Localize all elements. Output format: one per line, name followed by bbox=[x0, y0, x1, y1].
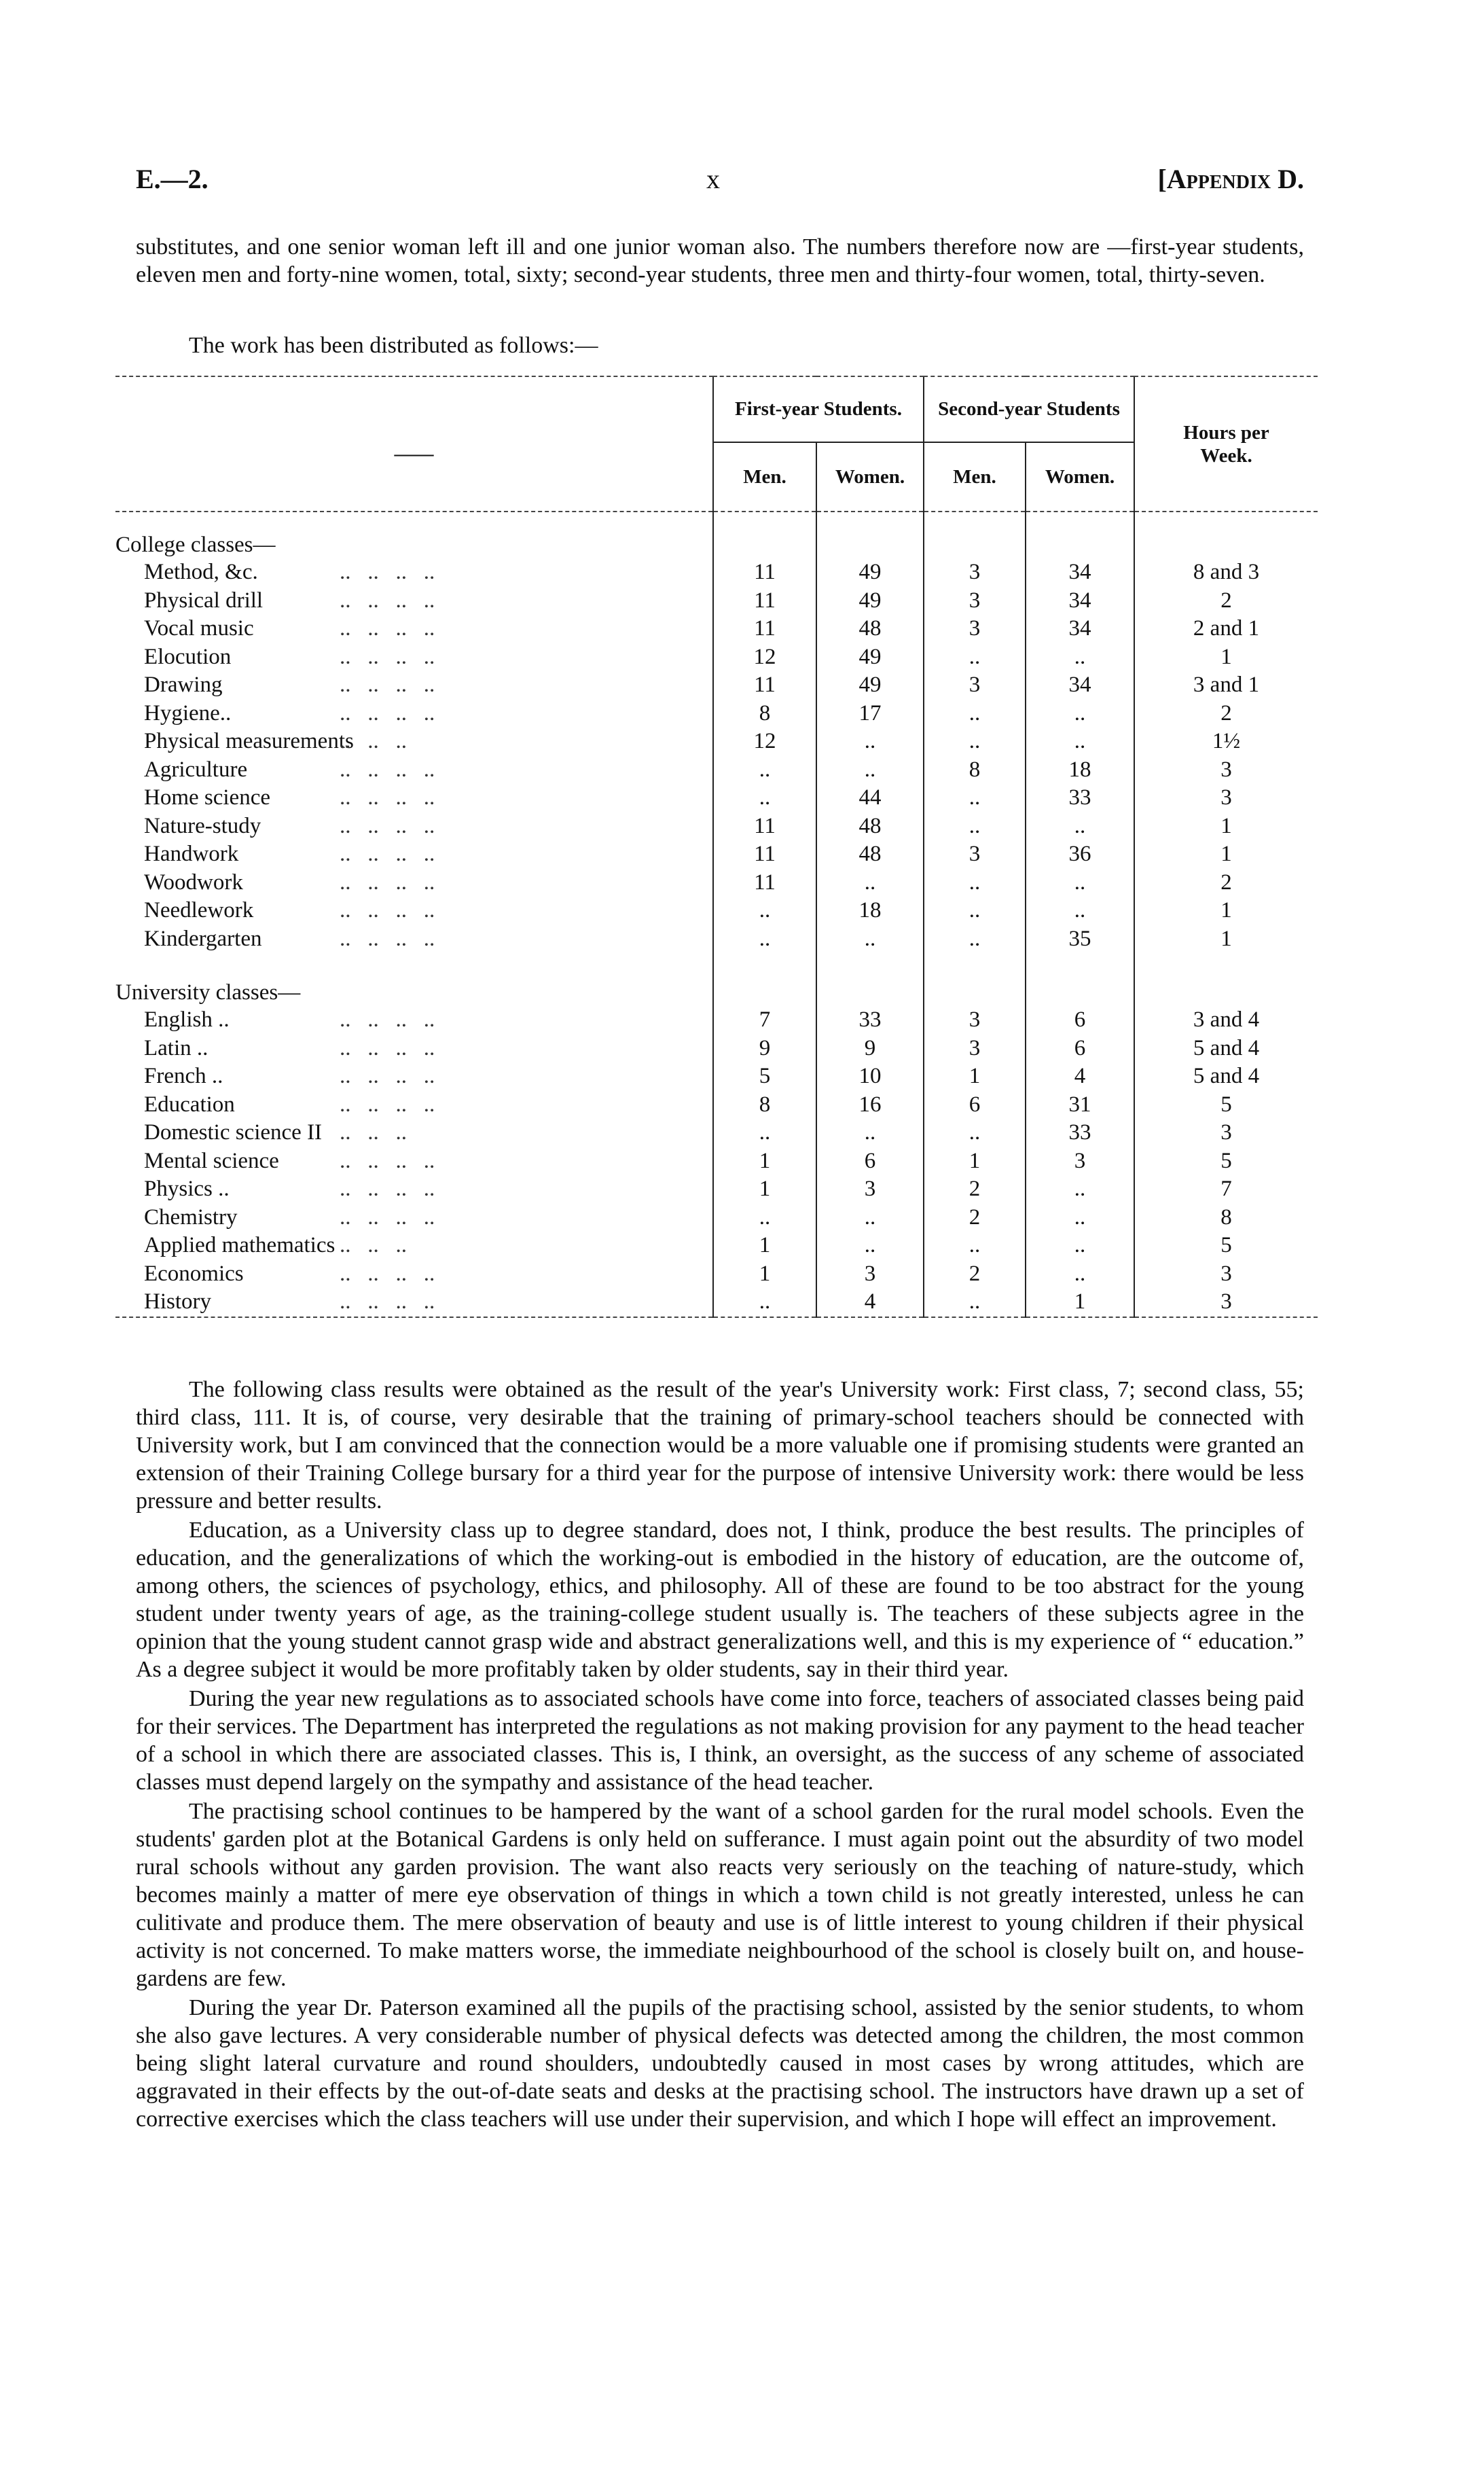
second-year-women-header: Women. bbox=[1026, 442, 1134, 512]
subject-cell bbox=[115, 728, 713, 756]
subject-name: Vocal music bbox=[144, 616, 254, 641]
dot-leader: .. .. .. bbox=[340, 729, 407, 754]
second-year-header: Second-year Students bbox=[924, 377, 1134, 442]
empty-cell bbox=[1134, 953, 1318, 1006]
header-reference: E.—2. bbox=[136, 164, 209, 194]
second-year-men-cell: 3 bbox=[924, 587, 1026, 615]
hours-cell: 8 bbox=[1134, 1204, 1318, 1232]
subject-cell bbox=[115, 587, 713, 615]
first-year-women-cell: 49 bbox=[816, 643, 924, 672]
second-year-women-cell: 36 bbox=[1026, 840, 1134, 869]
subject-cell bbox=[115, 1232, 713, 1260]
second-year-women-cell: 1 bbox=[1026, 1288, 1134, 1317]
hours-cell: 1 bbox=[1134, 897, 1318, 925]
second-year-men-cell: 1 bbox=[924, 1147, 1026, 1176]
subject-cell bbox=[115, 700, 713, 728]
second-year-men-cell: 6 bbox=[924, 1091, 1026, 1120]
second-year-men-cell: .. bbox=[924, 925, 1026, 954]
section-row bbox=[115, 953, 1318, 1006]
first-year-men-cell: .. bbox=[713, 1288, 816, 1317]
first-year-women-cell: 48 bbox=[816, 840, 924, 869]
first-year-men-cell: 11 bbox=[713, 869, 816, 897]
subject-cell bbox=[115, 897, 713, 925]
subject-name: Kindergarten bbox=[144, 926, 262, 951]
first-year-men-cell: 1 bbox=[713, 1260, 816, 1289]
table-row bbox=[115, 1119, 1318, 1147]
first-year-men-cell: 11 bbox=[713, 812, 816, 841]
second-year-men-cell: .. bbox=[924, 700, 1026, 728]
dot-leader: .. .. .. .. bbox=[340, 1261, 435, 1286]
first-year-women-cell: 10 bbox=[816, 1062, 924, 1091]
hours-cell: 3 bbox=[1134, 1260, 1318, 1289]
first-year-women-cell: .. bbox=[816, 756, 924, 785]
distribution-line: The work has been distributed as follows:— bbox=[189, 333, 598, 358]
first-year-men-cell: 1 bbox=[713, 1175, 816, 1204]
table-row bbox=[115, 840, 1318, 869]
table-row bbox=[115, 756, 1318, 785]
table-row bbox=[115, 700, 1318, 728]
second-year-women-cell: 4 bbox=[1026, 1062, 1134, 1091]
table-row bbox=[115, 1091, 1318, 1120]
table-row bbox=[115, 1232, 1318, 1260]
second-year-women-cell: .. bbox=[1026, 897, 1134, 925]
second-year-men-cell: 3 bbox=[924, 1035, 1026, 1063]
dot-leader: .. .. .. .. bbox=[340, 588, 435, 613]
section-name: College classes— bbox=[115, 533, 276, 557]
dot-leader: .. .. .. .. bbox=[340, 870, 435, 895]
first-year-men-cell: 12 bbox=[713, 728, 816, 756]
second-year-women-cell: .. bbox=[1026, 812, 1134, 841]
subject-name: History bbox=[144, 1289, 211, 1314]
subject-name: Education bbox=[144, 1092, 235, 1117]
first-year-women-cell: 18 bbox=[816, 897, 924, 925]
first-year-men-cell: 5 bbox=[713, 1062, 816, 1091]
empty-cell bbox=[1026, 512, 1134, 558]
second-year-women-cell: .. bbox=[1026, 1175, 1134, 1204]
hours-cell: 3 bbox=[1134, 1119, 1318, 1147]
second-year-men-cell: 3 bbox=[924, 558, 1026, 587]
first-year-men-cell: 11 bbox=[713, 587, 816, 615]
second-year-men-cell: 8 bbox=[924, 756, 1026, 785]
dot-leader: .. .. .. .. bbox=[340, 785, 435, 810]
section-name: University classes— bbox=[115, 980, 301, 1005]
table-row bbox=[115, 587, 1318, 615]
subject-name: Needlework bbox=[144, 898, 254, 923]
dot-leader: .. .. .. .. bbox=[340, 1148, 435, 1173]
dot-leader: .. .. .. .. bbox=[340, 560, 435, 585]
subject-cell bbox=[115, 1035, 713, 1063]
second-year-men-cell: 2 bbox=[924, 1204, 1026, 1232]
first-year-men-cell: .. bbox=[713, 756, 816, 785]
second-year-women-cell: 34 bbox=[1026, 615, 1134, 643]
dot-leader: .. .. .. .. bbox=[340, 1064, 435, 1089]
subject-cell bbox=[115, 615, 713, 643]
subject-name: French .. bbox=[144, 1064, 223, 1089]
first-year-men-cell: .. bbox=[713, 1119, 816, 1147]
dot-leader: .. .. .. .. bbox=[340, 1177, 435, 1202]
first-year-women-cell: .. bbox=[816, 1232, 924, 1260]
second-year-women-cell: 33 bbox=[1026, 1119, 1134, 1147]
second-year-men-cell: .. bbox=[924, 1119, 1026, 1147]
second-year-men-cell: 3 bbox=[924, 671, 1026, 700]
first-year-women-cell: 16 bbox=[816, 1091, 924, 1120]
second-year-men-cell: .. bbox=[924, 728, 1026, 756]
associated-schools-paragraph: During the year new regulations as to associated schools have come into force, teachers of associated classes being paid for their services. The Department has interpreted the regulations as not making provision for any payment to the head teacher of a school in which there are associated classes. This is, I think, an oversight, as the success of any scheme of associated classes must depend largely on the sympathy and assistance of the head teacher. bbox=[136, 1686, 1304, 1795]
dot-leader: .. .. .. .. bbox=[340, 898, 435, 923]
table-row bbox=[115, 925, 1318, 954]
subject-cell bbox=[115, 558, 713, 587]
first-year-men-cell: 8 bbox=[713, 700, 816, 728]
second-year-women-cell: .. bbox=[1026, 869, 1134, 897]
second-year-men-cell: .. bbox=[924, 1232, 1026, 1260]
second-year-women-cell: 34 bbox=[1026, 671, 1134, 700]
hours-cell: 3 and 4 bbox=[1134, 1006, 1318, 1035]
subject-name: Domestic science II bbox=[144, 1120, 323, 1145]
first-year-women-cell: 33 bbox=[816, 1006, 924, 1035]
first-year-women-cell: 9 bbox=[816, 1035, 924, 1063]
dot-leader: .. .. .. .. bbox=[340, 1035, 435, 1060]
first-year-men-cell: 11 bbox=[713, 615, 816, 643]
hours-cell: 2 and 1 bbox=[1134, 615, 1318, 643]
hours-cell: 1½ bbox=[1134, 728, 1318, 756]
dot-leader: .. .. .. .. bbox=[340, 1092, 435, 1117]
subject-name: Woodwork bbox=[144, 870, 243, 895]
table-row bbox=[115, 1006, 1318, 1035]
hours-cell: 5 bbox=[1134, 1091, 1318, 1120]
header-appendix: [Appendix D. bbox=[1157, 164, 1304, 194]
dot-leader: .. .. .. .. bbox=[340, 1007, 435, 1033]
subject-column-header bbox=[115, 377, 713, 512]
hours-cell: 8 and 3 bbox=[1134, 558, 1318, 587]
second-year-men-cell: 3 bbox=[924, 840, 1026, 869]
second-year-men-cell: .. bbox=[924, 643, 1026, 672]
first-year-men-header: Men. bbox=[713, 442, 816, 512]
subject-cell bbox=[115, 1062, 713, 1091]
hours-cell: 1 bbox=[1134, 840, 1318, 869]
hours-cell: 2 bbox=[1134, 869, 1318, 897]
second-year-women-cell: 34 bbox=[1026, 587, 1134, 615]
second-year-women-cell: 6 bbox=[1026, 1035, 1134, 1063]
empty-cell bbox=[713, 953, 816, 1006]
first-year-women-header: Women. bbox=[816, 442, 924, 512]
table-row bbox=[115, 1062, 1318, 1091]
table-row bbox=[115, 897, 1318, 925]
second-year-women-cell: 18 bbox=[1026, 756, 1134, 785]
subject-cell bbox=[115, 756, 713, 785]
second-year-men-cell: 3 bbox=[924, 1006, 1026, 1035]
school-garden-paragraph: The practising school continues to be hampered by the want of a school garden for the rural model schools. Even the students' garden plot at the Botanical Gardens is only held on sufferance. I must again point out the absurdity of two model rural schools without any garden provision. The want also reacts very seriously on the teaching of nature-study, which becomes mainly a matter of mere eye observation of things in which a town child is not greatly interested, unless he can culitivate and produce them. The mere observation of beauty and use is of little interest to young children if their physical activity is not concerned. To make matters worse, the immediate neighbourhood of the school is closely built on, and house-gardens are few. bbox=[136, 1799, 1304, 1991]
hours-header: Hours per Week. bbox=[1134, 377, 1318, 512]
subject-cell bbox=[115, 925, 713, 954]
second-year-men-cell: .. bbox=[924, 897, 1026, 925]
first-year-men-cell: 8 bbox=[713, 1091, 816, 1120]
second-year-women-cell: 6 bbox=[1026, 1006, 1134, 1035]
second-year-men-header: Men. bbox=[924, 442, 1026, 512]
table-row bbox=[115, 1147, 1318, 1176]
hours-cell: 3 bbox=[1134, 756, 1318, 785]
first-year-women-cell: 48 bbox=[816, 615, 924, 643]
subject-name: English .. bbox=[144, 1007, 230, 1033]
first-year-women-cell: .. bbox=[816, 925, 924, 954]
empty-cell bbox=[816, 953, 924, 1006]
first-year-men-cell: .. bbox=[713, 784, 816, 812]
empty-cell bbox=[1026, 953, 1134, 1006]
subject-cell bbox=[115, 1260, 713, 1289]
table-row bbox=[115, 1204, 1318, 1232]
subject-cell bbox=[115, 1091, 713, 1120]
subject-name: Applied mathematics bbox=[144, 1233, 336, 1258]
dot-leader: .. .. .. .. bbox=[340, 757, 435, 782]
subject-cell bbox=[115, 1204, 713, 1232]
second-year-women-cell: .. bbox=[1026, 643, 1134, 672]
class-results-paragraph: The following class results were obtained as the result of the year's University work: First class, 7; second class, 55; third class, 111. It is, of course, very desirable that the training of primary-school teachers should be connected with University work, but I am convinced that the connection would be a more valuable one if promising students were granted an extension of their Training College bursary for a third year for the purpose of intensive University work: there would be less pressure and better results. bbox=[136, 1377, 1304, 1514]
table-row bbox=[115, 643, 1318, 672]
subject-name: Physics .. bbox=[144, 1177, 230, 1202]
table-row bbox=[115, 1175, 1318, 1204]
hours-cell: 1 bbox=[1134, 925, 1318, 954]
physical-defects-paragraph: During the year Dr. Paterson examined all the pupils of the practising school, assisted by the senior students, to whom she also gave lectures. A very considerable number of physical defects was detected among the children, the most common being slight lateral curvature and round shoulders, undoubtedly caused in most cases by wrong attitudes, which are aggravated in their effects by the out-of-date seats and desks at the practising school. The instructors have drawn up a set of corrective exercises which the class teachers will use under their supervision, and which I hope will effect an improvement. bbox=[136, 1995, 1304, 2132]
empty-cell bbox=[1134, 512, 1318, 558]
table-row bbox=[115, 615, 1318, 643]
hours-cell: 7 bbox=[1134, 1175, 1318, 1204]
subject-name: Home science bbox=[144, 785, 270, 810]
hours-cell: 5 and 4 bbox=[1134, 1035, 1318, 1063]
dot-leader: .. .. .. .. bbox=[340, 616, 435, 641]
hours-cell: 3 bbox=[1134, 1288, 1318, 1317]
first-year-men-cell: 12 bbox=[713, 643, 816, 672]
first-year-men-cell: .. bbox=[713, 925, 816, 954]
subject-cell bbox=[115, 1119, 713, 1147]
dot-leader: .. .. .. .. bbox=[340, 644, 435, 669]
hours-cell: 5 bbox=[1134, 1232, 1318, 1260]
page-number: x bbox=[706, 164, 720, 194]
table-row bbox=[115, 869, 1318, 897]
intro-paragraph: substitutes, and one senior woman left ill and one junior woman also. The numbers therefore now are —first-year students, eleven men and forty-nine women, total, sixty; second-year students, three men and thirty-four women, total, thirty-seven. bbox=[136, 234, 1304, 287]
first-year-women-cell: 3 bbox=[816, 1260, 924, 1289]
hours-cell: 3 bbox=[1134, 784, 1318, 812]
first-year-women-cell: 49 bbox=[816, 558, 924, 587]
empty-cell bbox=[924, 953, 1026, 1006]
table-row bbox=[115, 671, 1318, 700]
first-year-men-cell: .. bbox=[713, 897, 816, 925]
table-row bbox=[115, 1035, 1318, 1063]
subject-name: Method, &c. bbox=[144, 560, 258, 585]
first-year-men-cell: 1 bbox=[713, 1147, 816, 1176]
subject-cell bbox=[115, 1006, 713, 1035]
subject-name: Economics bbox=[144, 1261, 244, 1286]
subject-name: Handwork bbox=[144, 842, 239, 867]
dot-leader: .. .. .. bbox=[340, 1120, 407, 1145]
first-year-header: First-year Students. bbox=[713, 377, 924, 442]
hours-cell: 5 bbox=[1134, 1147, 1318, 1176]
first-year-men-cell: 7 bbox=[713, 1006, 816, 1035]
table-row bbox=[115, 1260, 1318, 1289]
dot-leader: .. .. .. .. bbox=[340, 842, 435, 867]
dot-leader: .. .. .. .. bbox=[340, 1204, 435, 1230]
hours-cell: 2 bbox=[1134, 587, 1318, 615]
education-paragraph: Education, as a University class up to degree standard, does not, I think, produce the best results. The principles of education, and the generalizations of which the working-out is embodied in the history of education, are the outcome of, among others, the sciences of psychology, ethics, and philosophy. All of these are found to be too abstract for the young student under twenty years of age, as the training-college student usually is. The teachers of these subjects agree in the opinion that the young student cannot grasp wide and abstract generalizations well, and this is my experience of “ education.” As a degree subject it would be more profitably taken by older students, say in their third year. bbox=[136, 1518, 1304, 1682]
first-year-women-cell: .. bbox=[816, 869, 924, 897]
first-year-men-cell: 11 bbox=[713, 671, 816, 700]
first-year-women-cell: 6 bbox=[816, 1147, 924, 1176]
subject-cell bbox=[115, 671, 713, 700]
first-year-men-cell: 11 bbox=[713, 840, 816, 869]
section-row bbox=[115, 512, 1318, 558]
dot-leader: .. .. .. .. bbox=[340, 813, 435, 838]
subject-cell bbox=[115, 643, 713, 672]
subject-name: Mental science bbox=[144, 1148, 279, 1173]
empty-cell bbox=[816, 512, 924, 558]
table-row bbox=[115, 812, 1318, 841]
first-year-women-cell: 4 bbox=[816, 1288, 924, 1317]
subject-cell bbox=[115, 1147, 713, 1176]
first-year-women-cell: .. bbox=[816, 1119, 924, 1147]
hours-cell: 3 and 1 bbox=[1134, 671, 1318, 700]
subject-cell bbox=[115, 869, 713, 897]
body-text bbox=[136, 1376, 1304, 2134]
table-row bbox=[115, 784, 1318, 812]
page-header bbox=[136, 163, 1304, 204]
first-year-women-cell: 17 bbox=[816, 700, 924, 728]
dot-leader: .. .. .. .. bbox=[340, 1289, 435, 1314]
dot-leader: .. .. .. bbox=[340, 1233, 407, 1258]
second-year-women-cell: .. bbox=[1026, 700, 1134, 728]
dot-leader: .. .. .. .. bbox=[340, 673, 435, 698]
second-year-women-cell: .. bbox=[1026, 1260, 1134, 1289]
subject-name: Physical measurements bbox=[144, 729, 354, 754]
subject-cell bbox=[115, 840, 713, 869]
table-row bbox=[115, 728, 1318, 756]
first-year-men-cell: 1 bbox=[713, 1232, 816, 1260]
first-year-women-cell: 49 bbox=[816, 587, 924, 615]
table-body bbox=[115, 512, 1318, 1317]
table-row bbox=[115, 558, 1318, 587]
empty-cell bbox=[713, 512, 816, 558]
first-year-men-cell: 11 bbox=[713, 558, 816, 587]
subject-name: Latin .. bbox=[144, 1035, 209, 1060]
subject-cell bbox=[115, 1175, 713, 1204]
subject-name: Chemistry bbox=[144, 1204, 238, 1230]
hours-cell: 1 bbox=[1134, 812, 1318, 841]
second-year-men-cell: 3 bbox=[924, 615, 1026, 643]
subject-name: Elocution bbox=[144, 644, 232, 669]
first-year-men-cell: .. bbox=[713, 1204, 816, 1232]
second-year-women-cell: .. bbox=[1026, 728, 1134, 756]
work-distribution-table bbox=[115, 376, 1318, 1318]
subject-name: Drawing bbox=[144, 673, 223, 698]
subject-name: Agriculture bbox=[144, 757, 248, 782]
table-row bbox=[115, 1288, 1318, 1317]
first-year-men-cell: 9 bbox=[713, 1035, 816, 1063]
subject-name: Nature-study bbox=[144, 813, 261, 838]
second-year-women-cell: .. bbox=[1026, 1204, 1134, 1232]
first-year-women-cell: 48 bbox=[816, 812, 924, 841]
second-year-women-cell: .. bbox=[1026, 1232, 1134, 1260]
second-year-men-cell: .. bbox=[924, 1288, 1026, 1317]
subject-name: Physical drill bbox=[144, 588, 264, 613]
second-year-women-cell: 33 bbox=[1026, 784, 1134, 812]
hours-cell: 2 bbox=[1134, 700, 1318, 728]
second-year-women-cell: 31 bbox=[1026, 1091, 1134, 1120]
dot-leader: .. .. .. .. bbox=[340, 700, 435, 726]
blank-header: —— bbox=[394, 443, 434, 465]
second-year-men-cell: .. bbox=[924, 869, 1026, 897]
second-year-men-cell: .. bbox=[924, 812, 1026, 841]
subject-cell bbox=[115, 1288, 713, 1317]
hours-cell: 5 and 4 bbox=[1134, 1062, 1318, 1091]
hours-cell: 1 bbox=[1134, 643, 1318, 672]
second-year-women-cell: 3 bbox=[1026, 1147, 1134, 1176]
second-year-men-cell: 1 bbox=[924, 1062, 1026, 1091]
first-year-women-cell: 44 bbox=[816, 784, 924, 812]
second-year-men-cell: 2 bbox=[924, 1175, 1026, 1204]
empty-cell bbox=[924, 512, 1026, 558]
second-year-women-cell: 34 bbox=[1026, 558, 1134, 587]
first-year-women-cell: .. bbox=[816, 728, 924, 756]
subject-name: Hygiene.. bbox=[144, 700, 232, 726]
second-year-men-cell: .. bbox=[924, 784, 1026, 812]
subject-cell bbox=[115, 784, 713, 812]
second-year-men-cell: 2 bbox=[924, 1260, 1026, 1289]
subject-cell bbox=[115, 812, 713, 841]
first-year-women-cell: 49 bbox=[816, 671, 924, 700]
first-year-women-cell: .. bbox=[816, 1204, 924, 1232]
dot-leader: .. .. .. .. bbox=[340, 926, 435, 951]
second-year-women-cell: 35 bbox=[1026, 925, 1134, 954]
first-year-women-cell: 3 bbox=[816, 1175, 924, 1204]
